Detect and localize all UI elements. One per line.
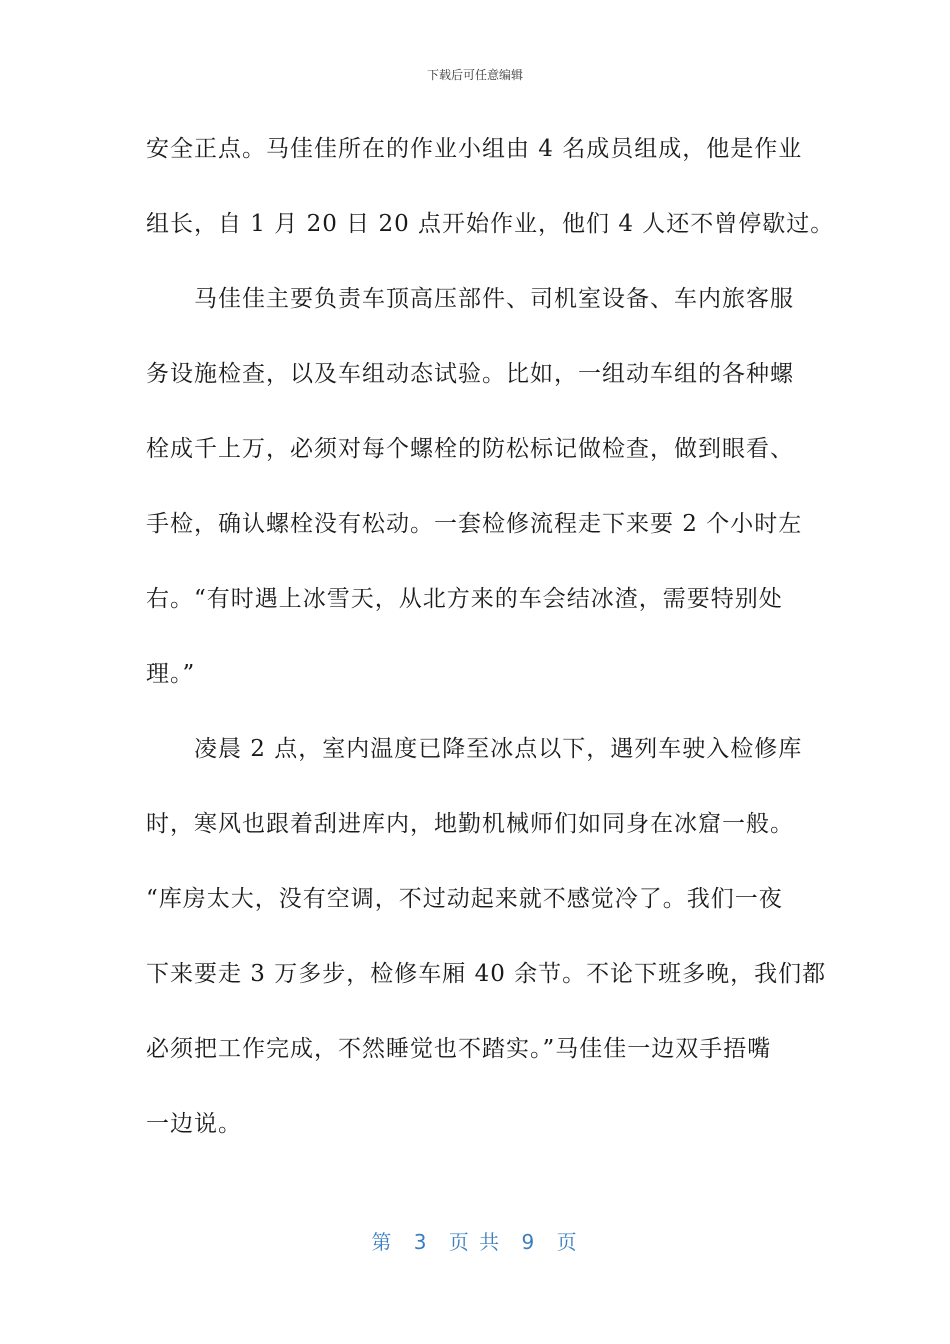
paragraph-start-line: 马佳佳主要负责车顶高压部件、司机室设备、车内旅客服 xyxy=(194,286,794,312)
footer-prefix: 第 xyxy=(371,1230,394,1254)
text-line: “库房太大，没有空调，不过动起来就不感觉冷了。我们一夜 xyxy=(146,886,783,912)
text-line: 必须把工作完成，不然睡觉也不踏实。”马佳佳一边双手捂嘴 xyxy=(146,1036,772,1062)
text-line: 理。” xyxy=(146,661,196,687)
paragraph-start-line: 凌晨 2 点，室内温度已降至冰点以下，遇列车驶入检修库 xyxy=(194,736,803,762)
text-line: 组长，自 1 月 20 日 20 点开始作业，他们 4 人还不曾停歇过。 xyxy=(146,211,835,237)
page-footer xyxy=(0,1226,950,1255)
text-line: 时，寒风也跟着刮进库内，地勤机械师们如同身在冰窟一般。 xyxy=(146,811,794,837)
footer-middle: 页 共 xyxy=(448,1230,502,1254)
text-line: 右。“有时遇上冰雪天，从北方来的车会结冰渣，需要特别处 xyxy=(146,586,783,612)
text-line: 手检，确认螺栓没有松动。一套检修流程走下来要 2 个小时左 xyxy=(146,511,803,537)
text-line: 栓成千上万，必须对每个螺栓的防松标记做检查，做到眼看、 xyxy=(146,436,794,462)
text-line: 安全正点。马佳佳所在的作业小组由 4 名成员组成，他是作业 xyxy=(146,136,803,162)
current-page-number: 3 xyxy=(413,1230,429,1254)
text-line: 一边说。 xyxy=(146,1111,242,1137)
header-note: 下载后可任意编辑 xyxy=(426,68,523,82)
footer-suffix: 页 xyxy=(556,1230,579,1254)
text-line: 下来要走 3 万多步，检修车厢 40 余节。不论下班多晚，我们都 xyxy=(146,961,827,987)
total-page-count: 9 xyxy=(521,1230,537,1254)
text-line: 务设施检查，以及车组动态试验。比如，一组动车组的各种螺 xyxy=(146,361,794,387)
